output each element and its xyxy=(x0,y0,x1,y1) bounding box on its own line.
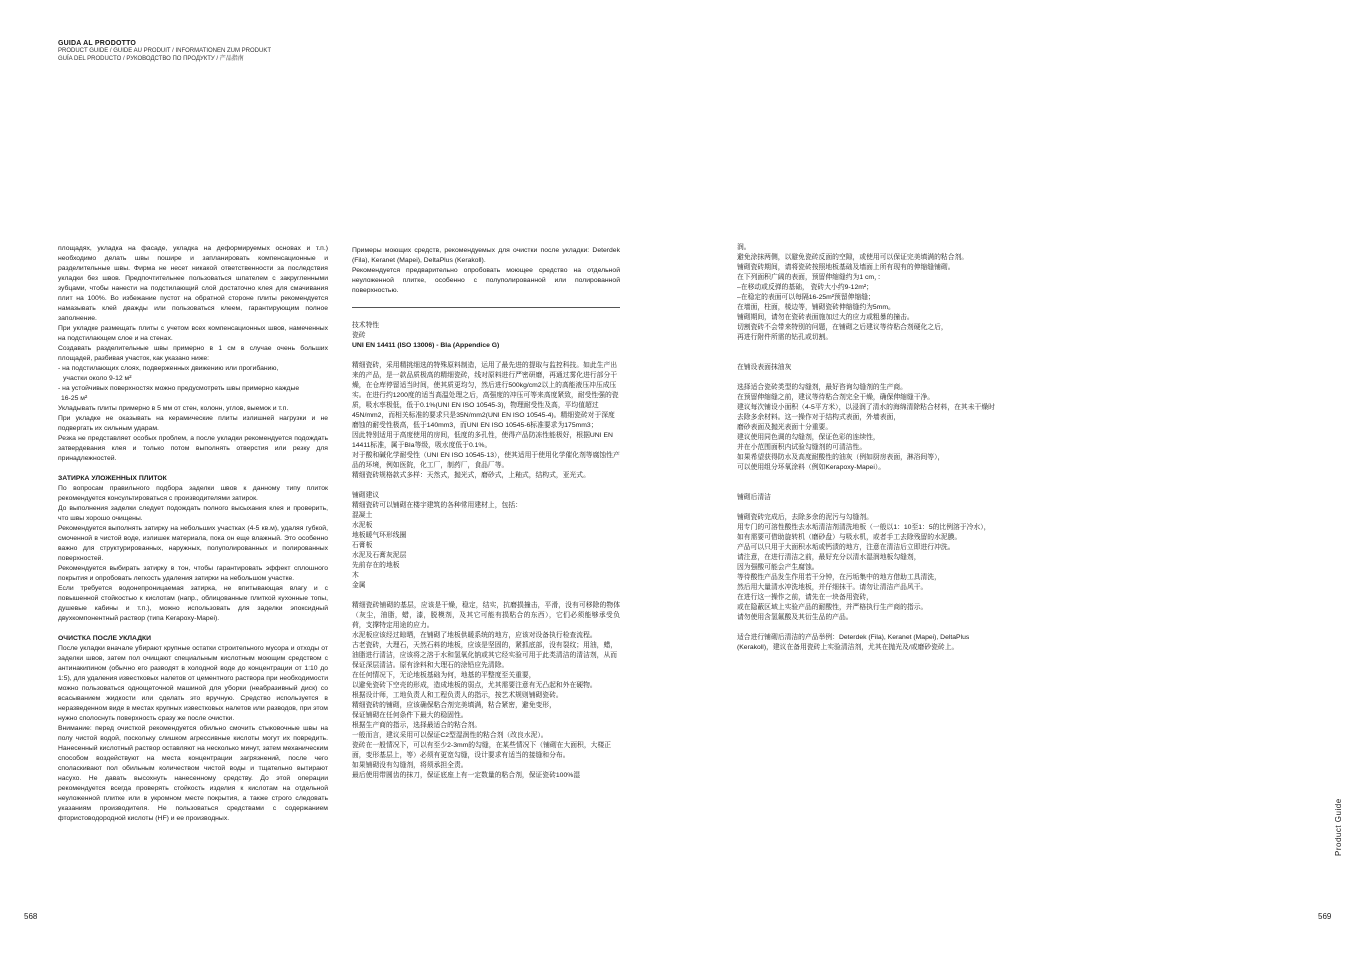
left-column xyxy=(58,244,328,912)
list-item: 石膏板 xyxy=(352,542,373,549)
list-item: 先前存在的地板 xyxy=(352,562,400,569)
header-title: GUIDA AL PRODOTTO xyxy=(58,40,137,47)
section-heading-cleaning: ОЧИСТКА ПОСЛЕ УКЛАДКИ xyxy=(58,635,152,642)
header-subtitle-1: PRODUCT GUIDE / GUIDE AU PRODUIT / INFORMATIONEN ZUM PRODUKT xyxy=(58,48,272,54)
paragraph: Рекомендуется выбирать затирку в тон, чтобы гарантировать эффект сплошного покрытия и опробовать легкость удаления затирки на небольшом участке. xyxy=(58,565,328,582)
paragraph: 精细瓷砖规格款式多样：天然式，抛光式，磨砂式，上釉式，结构式，亚光式。 xyxy=(352,472,590,479)
tech-title: 技术特性 xyxy=(352,322,380,329)
divider xyxy=(352,307,620,308)
paragraph: 磨砂表面及抛光表面十分重要。 xyxy=(737,424,833,431)
paragraph: 并在小范围面积内试验勾缝剂的可清洁性。 xyxy=(737,444,867,451)
paragraph: 可以使用组分环氧涂料（例如Kerapoxy-Mapei）。 xyxy=(737,464,886,471)
paragraph: Если требуется водонепроницаемая затирка, не впитывающая влагу и с повышенной стойкостью к кислотам (напр., облицованные плиткой кухонные топы, душевые кабины и т.п.), можно использовать для заделки эпоксидный двухкомпонентный раствор (типа Kerapoxy-Mapei). xyxy=(58,585,328,622)
paragraph: 如有需要可借助旋转机（磨砂盘）与吸水机，或者手工去除残留的水泥膜。 xyxy=(737,534,962,541)
paragraph: 用专门的可溶性酸性去水垢清洁剂清洗地板（一般以1：10至1：5的比例溶于冷水）， xyxy=(737,524,991,531)
paragraph: 古老瓷砖，大理石，天然石料的地板，应该是坚固的，紧抓底部，没有裂纹；用油，蜡，油脂进行清洁，应该将之溶于水和氢氧化钠或其它经实验可用于此类清洁的清洁剂，从而保证深层清洁。原有涂料和大理石的涂铅应先清除。 xyxy=(352,642,618,669)
list-item: - на подстилающих слоях, подверженных движению или прогибанию, xyxy=(58,365,279,372)
paragraph: 再进行附件所需的钻孔或切割。 xyxy=(737,334,833,341)
paragraph: 根据生产商的指示，选择最适合的粘合剂。 xyxy=(352,722,482,729)
list-item: 金属 xyxy=(352,582,366,589)
list-item: 水泥板 xyxy=(352,522,373,529)
paragraph: 适合进行铺砌后清洁的产品举例：Deterdek (Fila), Keranet (Mapei), DeltaPlus (Kerakoll)，建议在备用瓷砖上实验清洁剂，尤其在抛光及/或磨砂瓷砖上。 xyxy=(737,634,970,651)
paragraph: 选择适合瓷砖类型的勾缝剂，最好咨询勾缝剂的生产商。 xyxy=(737,384,907,391)
paragraph: Укладывать плиты примерно в 5 мм от стен, колонн, углов, выемок и т.п. xyxy=(58,405,289,412)
paragraph: Внимание: перед очисткой рекомендуется обильно смочить стыковочные швы на полу чистой водой, поскольку слишком агрессивные кислоты могут их повредить. Нанесенный кислотный раствор оставляют на несколько минут, затем механическим способом воздействуют на места концентрации загрязнений, после чего споласкивают пол обильным количеством чистой воды и тщательно вытирают насухо. Не давать высохнуть нанесенному средству. До этой операции рекомендуется всегда проверять стойкость изделия к кислотам на отдельной неуложенной плитке или в укромном месте покрытия, а также строго следовать указаниям производителя. Не пользоваться средствами с содержанием фтористоводородной кислоты (HF) и ее производных. xyxy=(58,725,328,822)
paragraph: 切割瓷砖不会带来特别的问题，在铺砌之后建议等待粘合剂硬化之后， xyxy=(737,324,948,331)
list-item: 混凝土 xyxy=(352,512,373,519)
list-item: 木 xyxy=(352,572,359,579)
list-item: –在移动或反弹的基础， 瓷砖大小约9-12m²； xyxy=(737,284,873,291)
paragraph: 请勿使用含氢氟酸及其衍生品的产品。 xyxy=(737,614,853,621)
list-item: - на устойчивых поверхностях можно предусмотреть швы примерно каждые xyxy=(58,385,300,392)
list-item: –在稳定的表面可以每隔16-25m²预留伸缩缝； xyxy=(737,294,875,301)
paragraph: 因此特别适用于高度使用的房间，低度的多孔性，使得产品防冻性能极好，根据UNI EN 14411标准，属于BIa等级，吸水度低于0.1%。 xyxy=(352,432,613,449)
paragraph: После укладки вначале убирают крупные остатки строительного мусора и отходы от заделки швов, затем пол очищают специальным кислотным моющим средством с антинакипином (обычно его разводят в холодной воде до концентрации от 1:10 до 1:5), для удаления известковых налетов от цементного раствора при необходимости можно пользоваться однощеточной машиной для уборки (неабразивный диск) со всасыванием жидкости или сделать это вручную. Средство используется в неразведенном виде в местах крупных известковых налетов или разводов, при этом нужно сполоснуть поверхность сразу же после очистки. xyxy=(58,645,328,722)
tech-standard: UNI EN 14411 (ISO 13006) - BIa (Appendice G) xyxy=(352,342,500,349)
paragraph: 对于酸和碱化学耐受性（UNI EN ISO 10545-13），使其适用于使用化学催化剂等腐蚀性产品的环境，例如医院，化工厂，制药厂，食品厂等。 xyxy=(352,452,620,469)
paragraph: Примеры моющих средств, рекомендуемых для очистки после укладки: Deterdek (Fila), Keranet (Mapei), DeltaPlus (Kerakoll). xyxy=(352,247,620,264)
paragraph: 根据设计师，工地负责人和工程负责人的指示，按艺术规则铺砌瓷砖。 xyxy=(352,692,563,699)
right-column xyxy=(737,243,1001,703)
paragraph: До выполнения заделки следует подождать полного высыхания клея и проверить, что швы хорошо очищены. xyxy=(58,505,328,522)
paragraph: 铺砌瓷砖完成后，去除多余的泥污与勾缝剂。 xyxy=(737,514,873,521)
paragraph: 精细瓷砖铺砌的基层，应该是干燥，稳定，结实，抗磨损撞击，平滑，没有可移除的物体（灰尘，油脂，蜡，漆，脱模剂，及其它可能有损粘合的东西），它们必须能够承受负荷，支撑特定用途的应力。 xyxy=(352,602,620,629)
paragraph: 精细瓷砖的铺砌，应该确保粘合剂完美填满，粘合紧密，避免变形， xyxy=(352,702,556,709)
paragraph: 保证铺砌在任何条件下最大的稳固性。 xyxy=(352,712,468,719)
paragraph: 精细瓷砖，采用精挑细选的特殊原料制造，运用了最先进的提取与监控科技。如此生产出来的产品，是一款品质极高的精细瓷砖，线对原料进行严密研磨，再通过雾化进行部分干燥，在仓库停留适当时间，使其质更均匀，然后进行500kg/cm2以上的高能液压冲压成压实。在进行约1200度的适当高温处理之后，高强度的冲压可等来高度紧致，耐受性强的瓷质，吸水率极低，低于0.1%(UNI EN ISO 10545-3)，物理耐受性及高，平均值超过45N/mm2，而相关标准的要求只是35N/mm2(UNI EN ISO 10545-4)。精细瓷砖对于深度磨蚀的耐受性极高，低于140mm3，而UNI EN ISO 10545-6标准要求为175mm3； xyxy=(352,362,619,429)
section-heading-grouting: 在铺设表面抹油灰 xyxy=(737,364,792,371)
subheading: 铺砌建议 xyxy=(352,492,380,499)
list-item: участки около 9-12 м² xyxy=(63,375,132,382)
paragraph: площадях, укладка на фасаде, укладка на деформируемых основах и т.п.) необходимо делать швы пошире и запланировать компенсационные и разделительные швы. Фирма не несет никакой ответственности за последствия укладки без швов. Предпочтительнее пользоваться шпателем с закругленными зубцами, чтобы нанести на подстилающий слой достаточно клея для смачивания плит на 100%. Во избежание пустот на обратной стороне плиты рекомендуется намазывать клей дважды или пользоваться клеем, гарантирующим полное заполнение. xyxy=(58,245,328,322)
paragraph: 铺砌期间，请勿在瓷砖表面施加过大的应力或粗暴的撞击。 xyxy=(737,314,914,321)
paragraph: 请注意，在进行清洁之前，最好充分以清水湿润地板勾缝剂， xyxy=(737,554,921,561)
paragraph: 因为强酸可能会产生腐蚀。 xyxy=(737,564,819,571)
paragraph: 精细瓷砖可以铺砌在楼宇建筑的各种常用建材上，包括： xyxy=(352,502,522,509)
paragraph: 然后用大量清水冲洗地板，并仔细抹干。请勿让清洁产品风干。 xyxy=(737,584,928,591)
paragraph: 避免涂抹两侧，以避免瓷砖反面的空隙，或使用可以保证完美填满的粘合剂。 xyxy=(737,254,969,261)
paragraph: 如果铺砌没有勾缝剂，将须承担全责。 xyxy=(352,762,468,769)
paragraph: 在进行这一操作之前，请先在一块备用瓷砖， xyxy=(737,594,873,601)
paragraph: Создавать разделительные швы примерно в 1 см в случае очень больших площадей, разбивая участок, как указано ниже: xyxy=(58,345,328,362)
page-header xyxy=(58,39,271,63)
page-number-left: 568 xyxy=(24,912,38,921)
page-number-right: 569 xyxy=(1318,912,1332,921)
paragraph: 水泥板应该经过晾晒，在铺砌了地板供暖系统的地方，应该对设备执行检查流程。 xyxy=(352,632,597,639)
paragraph: 产品可以只用于大面积水垢或钙渍的地方，注意在清洁后立即进行冲洗。 xyxy=(737,544,955,551)
paragraph: По вопросам правильного подбора заделки швов к данному типу плиток рекомендуется консультироваться с производителями затирок. xyxy=(58,485,328,502)
list-item: 水泥及石膏灰泥层 xyxy=(352,552,407,559)
section-heading-cleaning: 铺砌后清洁 xyxy=(737,494,771,501)
header-subtitle-2: GUÍA DEL PRODUCTO / РУКОВОДСТВО ПО ПРОДУКТУ / 产品指南 xyxy=(58,55,244,62)
paragraph: 铺砌瓷砖期间，请将瓷砖按照地板基础及墙面上所有现有的伸缩缝铺砌。 xyxy=(737,264,955,271)
middle-column xyxy=(352,246,620,922)
paragraph: 在墙面，柱面，棱边等，铺砌瓷砖伸缩缝约为5mm。 xyxy=(737,304,895,311)
paragraph: 在任何情况下，无论地板基础为何，地基的平整度至关重要， xyxy=(352,672,536,679)
paragraph: 在预留伸缩缝之前，建议等待粘合剂完全干燥，确保伸缩缝干净。 xyxy=(737,394,935,401)
paragraph: Рекомендуется предварительно опробовать моющее средство на отдельной неуложенной плитке, особенно с полуполированной или полированной поверхностью. xyxy=(352,267,620,294)
paragraph: Резка не представляет особых проблем, а после укладки рекомендуется подождать затвердевания клея и только потом выполнять отверстия или резку для принадлежностей. xyxy=(58,435,328,462)
paragraph: 一般而言，建议采用可以保证C2型湿润性的粘合剂（改良水泥）。 xyxy=(352,732,548,739)
paragraph: 或在隐蔽区域上实验产品的耐酸性，并严格执行生产商的指示。 xyxy=(737,604,928,611)
paragraph: 在下列面积广阔的表面，预留伸缩缝约为1 cm，： xyxy=(737,274,885,281)
paragraph: 以避免瓷砖下空壳的形成，造成地板的弱点，尤其需要注意有无凸起和外在硬物。 xyxy=(352,682,597,689)
list-item: 地板暖气环形线圈 xyxy=(352,532,407,539)
paragraph: Рекомендуется выполнять затирку на небольших участках (4-5 кв.м), удаляя губкой, смоченной в чистой воде, излишек материала, пока он еще влажный. Это особенно важно для структурированных, наружных, полуполированных и полированных поверхностей. xyxy=(58,525,328,562)
tech-subtitle: 瓷砖 xyxy=(352,332,366,339)
paragraph: При укладке не оказывать на керамические плиты излишней нагрузки и не подвергать их сильным ударам. xyxy=(58,415,328,432)
paragraph: 润。 xyxy=(737,244,751,251)
section-heading-grout: ЗАТИРКА УЛОЖЕННЫХ ПЛИТОК xyxy=(58,475,167,482)
paragraph: 最后使用带圆齿的抹刀，保证底座上有一定数量的粘合剂，保证瓷砖100%湿 xyxy=(352,772,581,779)
paragraph: 瓷砖在一般情况下，可以有至少2-3mm的勾缝，在某些情况下（铺砌在大面积，大楼正面，变形基层上，等）必须有更宽勾缝，设计要求有适当的接缝和分布。 xyxy=(352,742,612,759)
list-item: 16-25 м² xyxy=(61,395,88,402)
side-label: Product Guide xyxy=(1334,798,1343,856)
paragraph: При укладке размещать плиты с учетом всех компенсационных швов, намеченных на подстилающем слое и на стенах. xyxy=(58,325,328,342)
paragraph: 建议使用同色调的勾缝剂，保证色彩的连续性， xyxy=(737,434,880,441)
paragraph: 建议每次铺设小面积（4-5平方米），以浸润了清水的海绵清除粘合材料，在其未干燥时去除多余材料。这一操作对于结构式表面，外墙表面， xyxy=(737,404,995,421)
paragraph: 如果希望获得防水及高度耐酸性的油灰（例如厨房表面，淋浴间等）， xyxy=(737,454,945,461)
paragraph: 等待酸性产品发生作用若干分钟，在污垢集中的地方借助工具清洗， xyxy=(737,574,941,581)
